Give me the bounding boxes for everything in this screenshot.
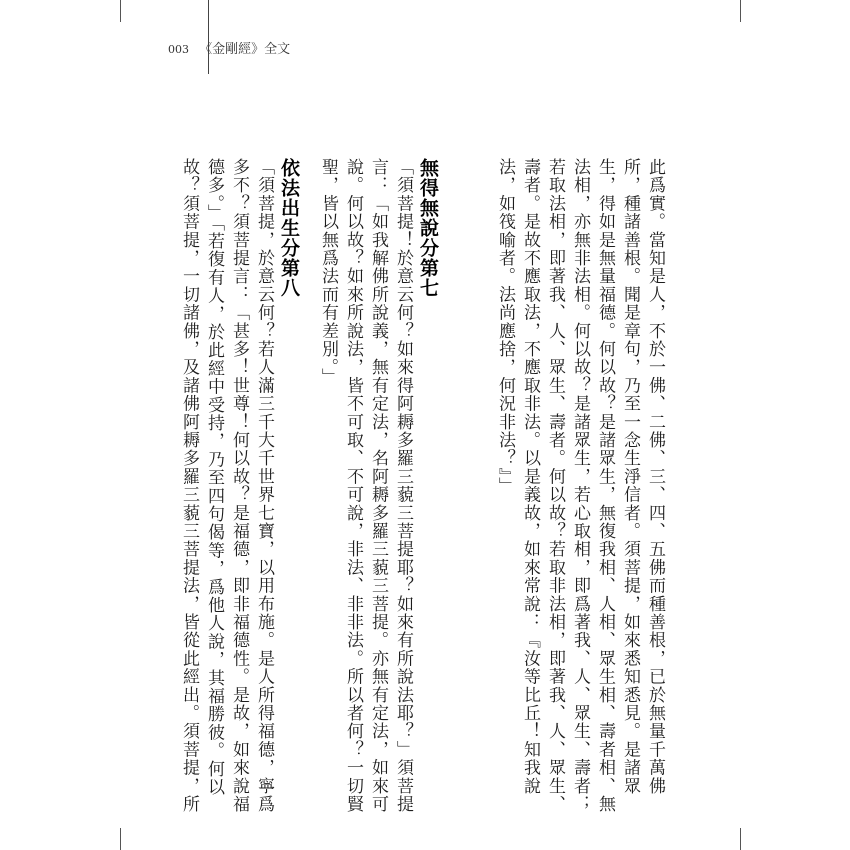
crop-mark-bottom-right (740, 828, 741, 850)
text-column: 此爲實。當知是人，不於一佛、二佛、三、四、五佛而種善根，已於無量千萬佛 (645, 158, 665, 795)
text-column: 所，種諸善根。聞是章句，乃至一念生淨信者。須菩提，如來悉知悉見。是諸眾 (620, 158, 640, 795)
text-column: 聖，皆以無爲法而有差別。」 (318, 158, 338, 387)
page-number: 003 (168, 43, 189, 56)
running-header (168, 38, 290, 57)
text-column: 「須菩提，於意云何？若人滿三千大千世界七寶，以用布施。是人所得福德，寧爲 (254, 158, 274, 814)
section-heading-7: 無得無說分第七 (417, 158, 439, 298)
text-column: 法，如筏喻者。法尚應捨，何況非法？』」 (495, 158, 515, 496)
text-column: 言：「如我解佛所說義，無有定法，名阿耨多羅三藐三菩提。亦無有定法，如來可 (368, 158, 388, 814)
crop-mark-bottom-left (120, 828, 121, 850)
text-column: 「須菩提！於意云何？如來得阿耨多羅三藐三菩提耶？如來有所說法耶？」須菩提 (393, 158, 413, 814)
crop-mark-top-right (740, 0, 741, 22)
text-column: 故？須菩提，一切諸佛，及諸佛阿耨多羅三藐三菩提法，皆從此經出。須菩提，所 (179, 158, 199, 814)
section-heading-8: 依法出生分第八 (278, 158, 300, 298)
header-rule (208, 0, 209, 74)
text-column: 壽者。是故不應取法，不應取非法。以是義故，如來常說：『汝等比丘！知我說 (520, 158, 540, 795)
text-column: 法相，亦無非法相。何以故？是諸眾生，若心取相，即爲著我、人、眾生、壽者； (570, 158, 590, 814)
text-column: 多不？須菩提言：「甚多！世尊！何以故？是福德，即非福德性。是故，如來說福 (229, 158, 249, 814)
text-column: 若取法相，即著我、人、眾生、壽者。何以故？若取非法相，即著我、人、眾生、 (545, 158, 565, 814)
text-column: 生，得如是無量福德。何以故？是諸眾生，無復我相、人相、眾生相、壽者相、無 (595, 158, 615, 814)
crop-mark-top-left (120, 0, 121, 22)
text-column: 德多。」「若復有人，於此經中受持，乃至四句偈等，爲他人說，其福勝彼。何以 (204, 158, 224, 797)
running-title: 《金剛經》全文 (199, 42, 291, 57)
text-column: 說。何以故？如來所說法，皆不可取、不可說，非法、非非法。所以者何？一切賢 (343, 158, 363, 814)
